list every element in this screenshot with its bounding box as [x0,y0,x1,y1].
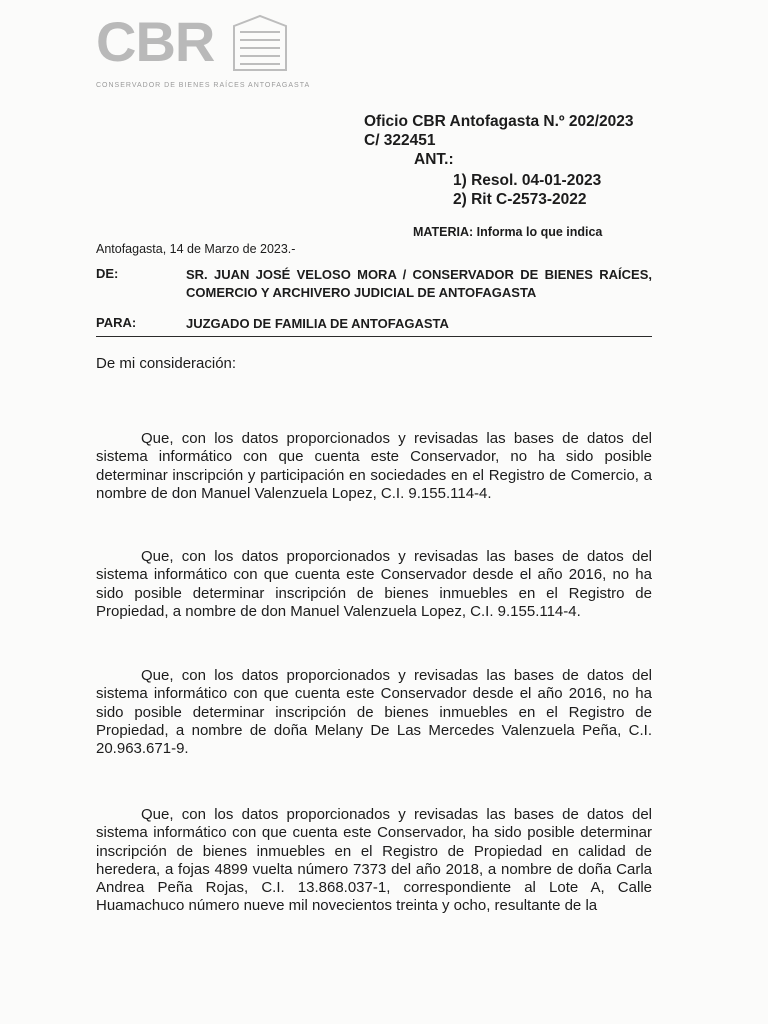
document-date: Antofagasta, 14 de Marzo de 2023.- [96,242,296,256]
oficio-number: Oficio CBR Antofagasta N.º 202/2023 [364,113,634,130]
para-label: PARA: [96,315,137,330]
de-label: DE: [96,266,119,281]
ant-item: 1) Resol. 04-01-2023 [453,172,602,189]
ant-label: ANT.: [414,151,454,168]
divider [96,336,652,337]
body-paragraph: Que, con los datos proporcionados y revisadas las bases de datos del sistema informático con que cuenta este Conservador, no ha sido posible determinar inscripción y participación en sociedades en el Registro de Comercio, a nombre de don Manuel Valenzuela Lopez, C.I. 9.155.114-4. [96,430,652,502]
ant-item: 2) Rit C-2573-2022 [453,191,587,208]
de-value: SR. JUAN JOSÉ VELOSO MORA / CONSERVADOR DE BIENES RAÍCES, COMERCIO Y ARCHIVERO JUDICIAL DE ANTOFAGASTA [186,267,652,300]
materia-value: Informa lo que indica [476,225,603,239]
body-paragraph: Que, con los datos proporcionados y revisadas las bases de datos del sistema informático con que cuenta este Conservador desde el año 2016, no ha sido posible determinar inscripción de bienes inmuebles en el Registro de Propiedad, a nombre de doña Melany De Las Mercedes Valenzuela Peña, C.I. 20.963.671-9. [96,667,652,758]
building-icon [230,12,290,76]
logo-text: CBR [96,10,215,73]
body-paragraph: Que, con los datos proporcionados y revisadas las bases de datos del sistema informático con que cuenta este Conservador desde el año 2016, no ha sido posible determinar inscripción de bienes inmuebles en el Registro de Propiedad, a nombre de don Manuel Valenzuela Lopez, C.I. 9.155.114-4. [96,548,652,620]
case-number: C/ 322451 [364,132,436,149]
materia [413,225,602,239]
body-paragraph: Que, con los datos proporcionados y revisadas las bases de datos del sistema informático con que cuenta este Conservador, ha sido posible determinar inscripción de bienes inmuebles en el Registro de Propiedad en calidad de heredera, a fojas 4899 vuelta número 7373 del año 2018, a nombre de doña Carla Andrea Peña Rojas, C.I. 13.868.037-1, correspondiente al Lote A, Calle Huamachuco número nueve mil novecientos treinta y ocho, resultante de la [96,806,652,915]
cbr-logo [96,10,311,96]
para-value: JUZGADO DE FAMILIA DE ANTOFAGASTA [186,316,449,331]
logo-subtitle: CONSERVADOR DE BIENES RAÍCES ANTOFAGASTA [96,82,311,89]
materia-label: MATERIA: [413,225,474,239]
greeting: De mi consideración: [96,355,237,372]
